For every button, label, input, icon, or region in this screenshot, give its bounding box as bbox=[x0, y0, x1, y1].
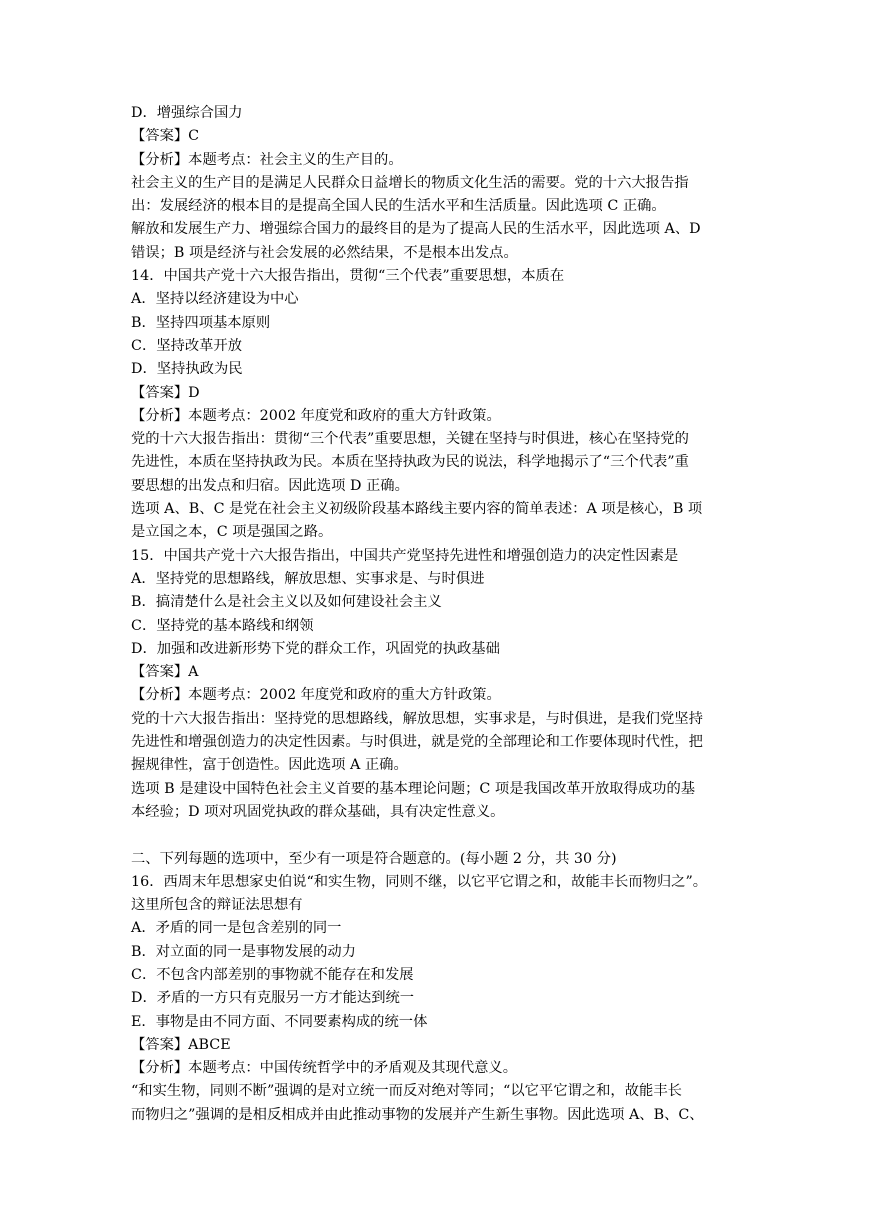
document-body bbox=[131, 102, 741, 1127]
text-line: B．搞清楚什么是社会主义以及如何建设社会主义 bbox=[131, 594, 442, 611]
text-line: 【答案】ABCE bbox=[131, 1036, 231, 1053]
text-line: 而物归之”强调的是相反相成并由此推动事物的发展并产生新生事物。因此选项 A、B、C、 bbox=[131, 1106, 704, 1123]
text-line: B．坚持四项基本原则 bbox=[131, 314, 271, 331]
text-line: 要思想的出发点和归宿。因此选项 D 正确。 bbox=[131, 477, 409, 494]
text-line: 党的十六大报告指出：贯彻“三个代表”重要思想，关键在坚持与时俱进，核心在坚持党的 bbox=[131, 431, 689, 448]
text-line: D．矛盾的一方只有克服另一方才能达到统一 bbox=[131, 990, 415, 1007]
text-line: 14．中国共产党十六大报告指出，贯彻“三个代表”重要思想，本质在 bbox=[131, 268, 565, 285]
text-line: 二、下列每题的选项中，至少有一项是符合题意的。(每小题 2 分，共 30 分) bbox=[131, 850, 617, 867]
text-line: 【答案】C bbox=[131, 128, 200, 145]
text-line: 【答案】A bbox=[131, 664, 199, 681]
text-line: D．坚持执政为民 bbox=[131, 361, 243, 378]
text-line: 16．西周末年思想家史伯说“和实生物，同则不继，以它平它谓之和，故能丰长而物归之”。 bbox=[131, 873, 708, 890]
text-line: 【分析】本题考点：社会主义的生产目的。 bbox=[131, 151, 403, 168]
text-line: 出：发展经济的根本目的是提高全国人民的生活水平和生活质量。因此选项 C 正确。 bbox=[131, 198, 666, 215]
text-line: 先进性，本质在坚持执政为民。本质在坚持执政为民的说法，科学地揭示了“三个代表”重 bbox=[131, 454, 689, 471]
text-line: 解放和发展生产力、增强综合国力的最终目的是为了提高人民的生活水平，因此选项 A、D bbox=[131, 221, 701, 238]
text-line: 【答案】D bbox=[131, 384, 200, 401]
text-line: 【分析】本题考点：2002 年度党和政府的重大方针政策。 bbox=[131, 407, 501, 424]
text-line: B．对立面的同一是事物发展的动力 bbox=[131, 943, 356, 960]
text-line: D．加强和改进新形势下党的群众工作，巩固党的执政基础 bbox=[131, 640, 500, 657]
text-line: 社会主义的生产目的是满足人民群众日益增长的物质文化生活的需要。党的十六大报告指 bbox=[131, 174, 689, 191]
text-line: 握规律性，富于创造性。因此选项 A 正确。 bbox=[131, 757, 408, 774]
text-line: 这里所包含的辩证法思想有 bbox=[131, 897, 303, 914]
text-line: C．不包含内部差别的事物就不能存在和发展 bbox=[131, 966, 414, 983]
text-line: A．坚持党的思想路线，解放思想、实事求是、与时俱进 bbox=[131, 570, 485, 587]
text-line: “和实生物，同则不断”强调的是对立统一而反对绝对等同；“以它平它谓之和，故能丰长 bbox=[131, 1083, 682, 1100]
text-line: 是立国之本，C 项是强国之路。 bbox=[131, 524, 333, 541]
blank-line bbox=[131, 824, 741, 847]
text-line: 先进性和增强创造力的决定性因素。与时俱进，就是党的全部理论和工作要体现时代性，把 bbox=[131, 734, 703, 751]
text-line: 本经验；D 项对巩固党执政的群众基础，具有决定性意义。 bbox=[131, 803, 505, 820]
text-line: 【分析】本题考点：2002 年度党和政府的重大方针政策。 bbox=[131, 687, 501, 704]
text-line: 选项 A、B、C 是党在社会主义初级阶段基本路线主要内容的简单表述：A 项是核心，B 项 bbox=[131, 501, 703, 518]
text-line: E．事物是由不同方面、不同要素构成的统一体 bbox=[131, 1013, 428, 1030]
text-line: C．坚持党的基本路线和纲领 bbox=[131, 617, 314, 634]
text-line: 党的十六大报告指出：坚持党的思想路线，解放思想，实事求是，与时俱进，是我们党坚持 bbox=[131, 710, 703, 727]
text-line: A．矛盾的同一是包含差别的同一 bbox=[131, 920, 342, 937]
text-line: A．坚持以经济建设为中心 bbox=[131, 291, 299, 308]
text-line: 15．中国共产党十六大报告指出，中国共产党坚持先进性和增强创造力的决定性因素是 bbox=[131, 547, 679, 564]
text-line: D．增强综合国力 bbox=[131, 105, 243, 121]
text-line: 错误；B 项是经济与社会发展的必然结果，不是根本出发点。 bbox=[131, 244, 518, 261]
text-line: 【分析】本题考点：中国传统哲学中的矛盾观及其现代意义。 bbox=[131, 1060, 518, 1077]
text-line: 选项 B 是建设中国特色社会主义首要的基本理论问题；C 项是我国改革开放取得成功的基 bbox=[131, 780, 696, 797]
text-line: C．坚持改革开放 bbox=[131, 337, 243, 354]
